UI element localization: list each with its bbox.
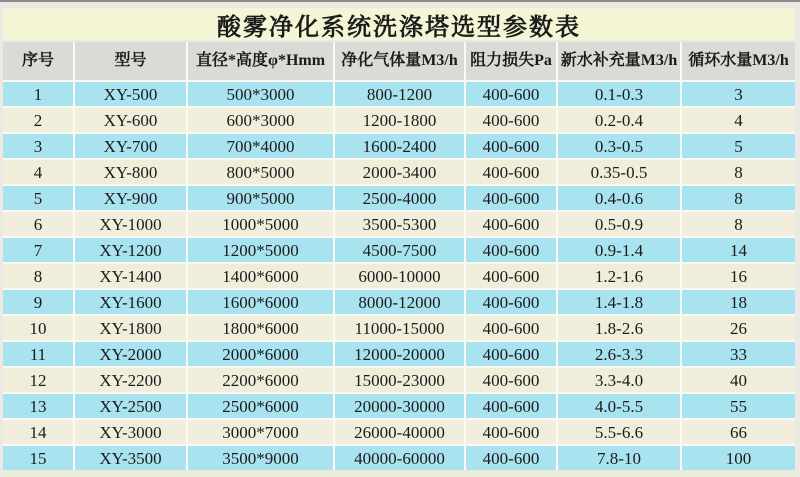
table-cell: 0.5-0.9 — [558, 212, 680, 236]
table-cell: 20000-30000 — [335, 394, 464, 418]
table-cell: 33 — [682, 342, 795, 366]
table-cell: 11000-15000 — [335, 316, 464, 340]
table-cell: 3 — [682, 82, 795, 106]
table-cell: 13 — [3, 394, 73, 418]
column-header: 序号 — [3, 42, 73, 80]
table-cell: 1400*6000 — [188, 264, 333, 288]
table-cell: XY-2000 — [75, 342, 186, 366]
table-cell: 400-600 — [466, 446, 556, 470]
table-cell: 400-600 — [466, 290, 556, 314]
table-cell: 400-600 — [466, 160, 556, 184]
table-cell: 400-600 — [466, 108, 556, 132]
table-cell: 10 — [3, 316, 73, 340]
table-cell: 8000-12000 — [335, 290, 464, 314]
table-cell: 5 — [3, 186, 73, 210]
photo-top-edge — [0, 0, 800, 2]
table-cell: 5.5-6.6 — [558, 420, 680, 444]
table-cell: 1 — [3, 82, 73, 106]
column-header: 型号 — [75, 42, 186, 80]
table-cell: 4 — [682, 108, 795, 132]
table-cell: 9 — [3, 290, 73, 314]
table-cell: 700*4000 — [188, 134, 333, 158]
table-cell: 400-600 — [466, 238, 556, 262]
table-cell: 15 — [3, 446, 73, 470]
table-cell: 15000-23000 — [335, 368, 464, 392]
table-cell: 4.0-5.5 — [558, 394, 680, 418]
table-cell: 0.4-0.6 — [558, 186, 680, 210]
table-cell: 400-600 — [466, 134, 556, 158]
table-cell: 8 — [682, 212, 795, 236]
table-cell: 40 — [682, 368, 795, 392]
table-cell: 0.1-0.3 — [558, 82, 680, 106]
table-cell: 5 — [682, 134, 795, 158]
table-cell: 800-1200 — [335, 82, 464, 106]
column-header: 新水补充量M3/h — [558, 42, 680, 80]
table-cell: 8 — [682, 160, 795, 184]
table-cell: 1800*6000 — [188, 316, 333, 340]
table-cell: XY-3000 — [75, 420, 186, 444]
table-cell: 400-600 — [466, 342, 556, 366]
table-cell: 66 — [682, 420, 795, 444]
table-sheet — [3, 8, 795, 470]
table-cell: 3500*9000 — [188, 446, 333, 470]
table-cell: 8 — [682, 186, 795, 210]
table-cell: XY-3500 — [75, 446, 186, 470]
table-cell: 1200*5000 — [188, 238, 333, 262]
table-cell: 3000*7000 — [188, 420, 333, 444]
table-cell: 2000-3400 — [335, 160, 464, 184]
table-cell: 900*5000 — [188, 186, 333, 210]
table-cell: XY-600 — [75, 108, 186, 132]
table-cell: 400-600 — [466, 186, 556, 210]
table-cell: 3 — [3, 134, 73, 158]
table-cell: 3500-5300 — [335, 212, 464, 236]
table-cell: XY-2500 — [75, 394, 186, 418]
photo-bottom-edge — [3, 472, 795, 477]
table-cell: XY-1400 — [75, 264, 186, 288]
table-cell: XY-500 — [75, 82, 186, 106]
table-cell: 16 — [682, 264, 795, 288]
table-cell: 14 — [682, 238, 795, 262]
table-cell: 7 — [3, 238, 73, 262]
table-cell: 6 — [3, 212, 73, 236]
table-cell: 3.3-4.0 — [558, 368, 680, 392]
table-cell: XY-700 — [75, 134, 186, 158]
table-cell: 8 — [3, 264, 73, 288]
table-cell: 55 — [682, 394, 795, 418]
table-cell: 26 — [682, 316, 795, 340]
table-cell: XY-900 — [75, 186, 186, 210]
table-cell: XY-1600 — [75, 290, 186, 314]
table-cell: 2200*6000 — [188, 368, 333, 392]
table-cell: 6000-10000 — [335, 264, 464, 288]
table-cell: 400-600 — [466, 394, 556, 418]
table-cell: 4 — [3, 160, 73, 184]
table-cell: 400-600 — [466, 368, 556, 392]
table-cell: 18 — [682, 290, 795, 314]
parameter-table — [3, 42, 795, 470]
column-header: 直径*高度φ*Hmm — [188, 42, 333, 80]
table-cell: 100 — [682, 446, 795, 470]
table-cell: XY-1200 — [75, 238, 186, 262]
table-cell: XY-2200 — [75, 368, 186, 392]
table-cell: 1600*6000 — [188, 290, 333, 314]
table-cell: 1000*5000 — [188, 212, 333, 236]
table-cell: XY-800 — [75, 160, 186, 184]
table-cell: 14 — [3, 420, 73, 444]
table-cell: 0.9-1.4 — [558, 238, 680, 262]
table-cell: XY-1800 — [75, 316, 186, 340]
table-cell: 1600-2400 — [335, 134, 464, 158]
table-cell: 40000-60000 — [335, 446, 464, 470]
table-cell: XY-1000 — [75, 212, 186, 236]
table-cell: 400-600 — [466, 316, 556, 340]
table-cell: 800*5000 — [188, 160, 333, 184]
table-cell: 400-600 — [466, 212, 556, 236]
table-cell: 400-600 — [466, 264, 556, 288]
page-title: 酸雾净化系统洗涤塔选型参数表 — [3, 8, 795, 40]
table-cell: 12000-20000 — [335, 342, 464, 366]
table-cell: 0.35-0.5 — [558, 160, 680, 184]
table-cell: 1.8-2.6 — [558, 316, 680, 340]
table-cell: 26000-40000 — [335, 420, 464, 444]
table-cell: 1200-1800 — [335, 108, 464, 132]
table-cell: 1.4-1.8 — [558, 290, 680, 314]
table-cell: 1.2-1.6 — [558, 264, 680, 288]
table-cell: 2500-4000 — [335, 186, 464, 210]
table-cell: 500*3000 — [188, 82, 333, 106]
column-header: 净化气体量M3/h — [335, 42, 464, 80]
table-cell: 12 — [3, 368, 73, 392]
table-cell: 2 — [3, 108, 73, 132]
table-cell: 2500*6000 — [188, 394, 333, 418]
table-cell: 7.8-10 — [558, 446, 680, 470]
table-cell: 400-600 — [466, 82, 556, 106]
table-cell: 0.3-0.5 — [558, 134, 680, 158]
table-cell: 2.6-3.3 — [558, 342, 680, 366]
table-cell: 2000*6000 — [188, 342, 333, 366]
column-header: 循环水量M3/h — [682, 42, 795, 80]
table-cell: 0.2-0.4 — [558, 108, 680, 132]
table-cell: 4500-7500 — [335, 238, 464, 262]
table-cell: 400-600 — [466, 420, 556, 444]
table-cell: 600*3000 — [188, 108, 333, 132]
column-header: 阻力损失Pa — [466, 42, 556, 80]
table-cell: 11 — [3, 342, 73, 366]
